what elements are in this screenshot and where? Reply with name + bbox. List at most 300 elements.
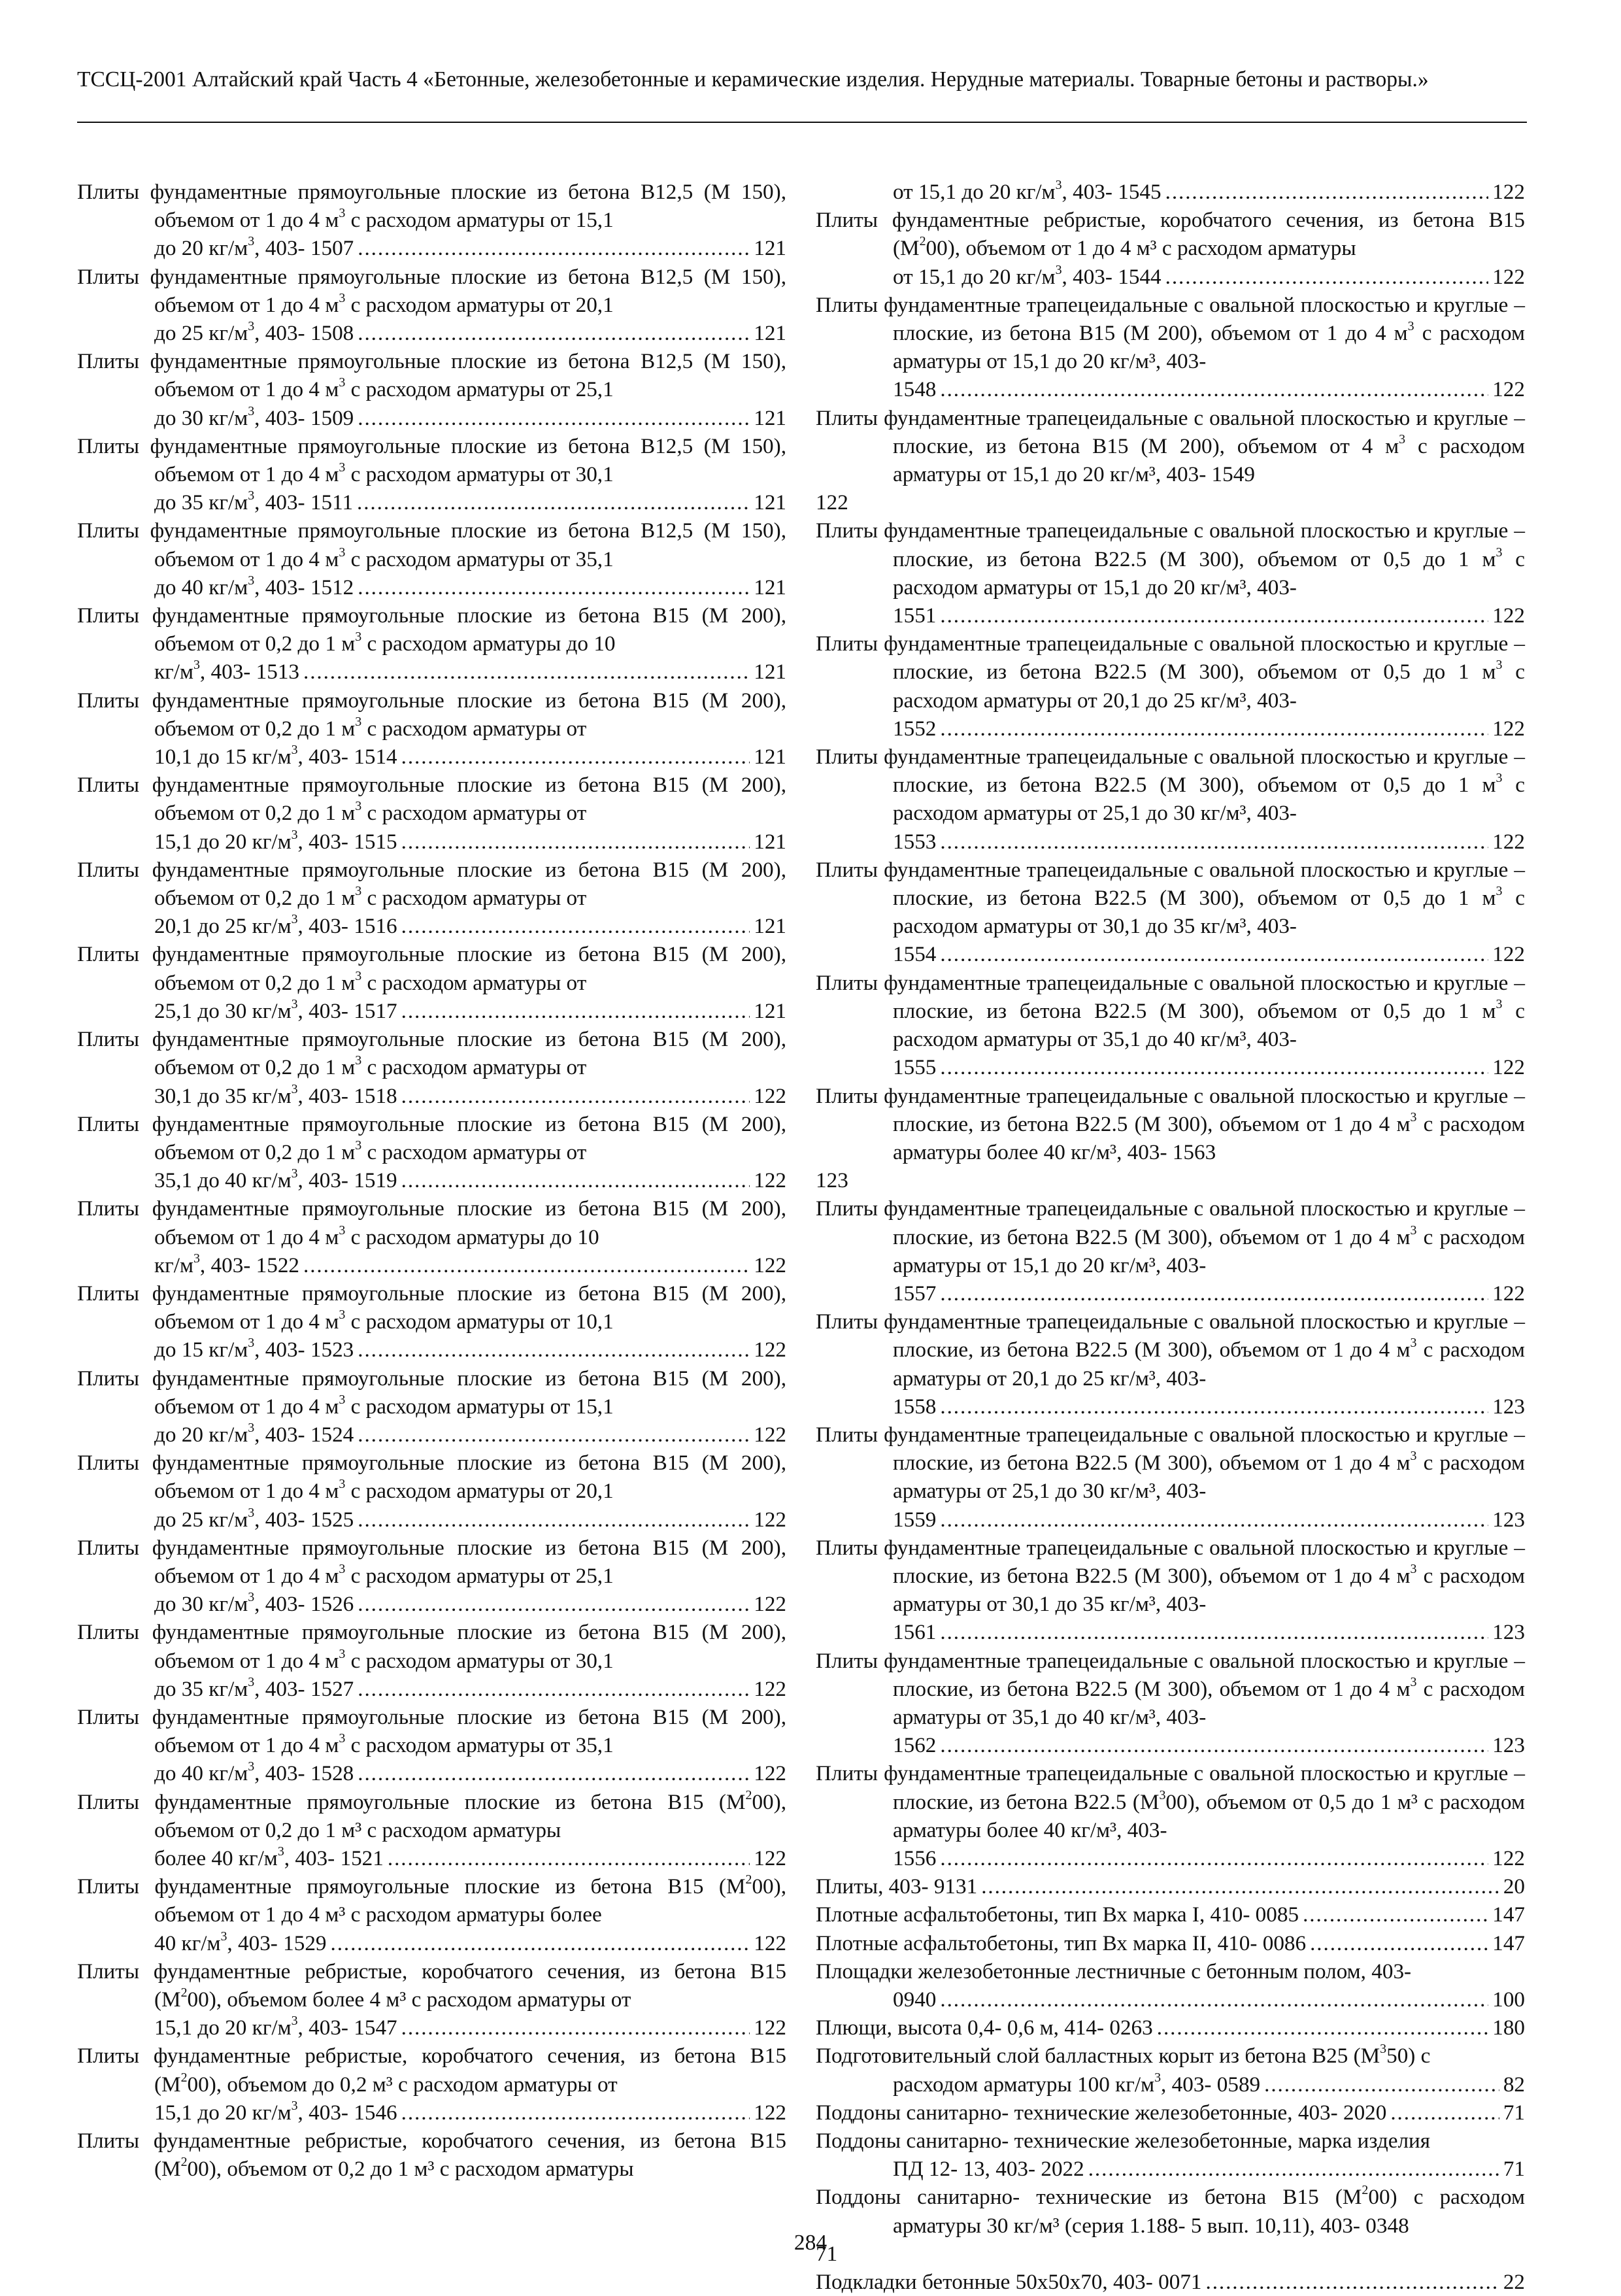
index-entry — [77, 1788, 786, 1873]
entry-last-line — [154, 1844, 786, 1872]
entry-page-ref: 180 — [1492, 2016, 1525, 2040]
entry-page-ref: 121 — [754, 660, 786, 684]
entry-lead-text: до 35 $кг/м^3$, 403- 1527 — [154, 1674, 354, 1701]
index-column-right — [816, 178, 1525, 2296]
superscript: 3 — [291, 1166, 298, 1181]
entry-page-ref: 122 — [1492, 829, 1525, 854]
superscript: 3 — [193, 658, 200, 673]
superscript: 3 — [248, 573, 255, 588]
entry-text: 00), объемом от 1 до 4 м³ с расходом арматуры — [926, 236, 1356, 261]
entry-lead-text: 15,1 до 20 $кг/м^3$, 403- 1547 — [154, 2014, 397, 2040]
entry-text: Плиты фундаментные трапецеидальные с овальной плоскостью и круглые – плоские, из бетона В22.5 (М 300), объемом от 1 до 4 м — [816, 1648, 1525, 1701]
superscript: 3 — [248, 1336, 255, 1351]
entry-text: Плиты фундаментные трапецеидальные с овальной плоскостью и круглые – плоские, из бетона В22.5 (М 300), объемом от 0,5 до 1 м — [816, 857, 1525, 911]
entry-lead-text: 10,1 до 15 $кг/м^3$, 403- 1514 — [154, 743, 397, 769]
superscript: 3 — [291, 1081, 298, 1096]
entry-text: с расходом арматуры от 15,1 до 20 кг/м³, 403- — [893, 321, 1525, 374]
entry-page-ref: 122 — [754, 1422, 786, 1447]
entry-last-line — [154, 658, 786, 686]
entry-lead-text: 1556 — [893, 1846, 937, 1870]
entry-page-ref: 20 — [1503, 1874, 1525, 1899]
entry-text: Плиты фундаментные ребристые, коробчатого сечения, из бетона В15 (М — [77, 2129, 786, 2182]
dot-leader — [358, 319, 750, 347]
dot-leader — [1264, 2070, 1499, 2099]
entry-lead-text: 1554 — [893, 942, 937, 967]
superscript: 3 — [1410, 1674, 1417, 1689]
entry-page-ref: 122 — [754, 2016, 786, 2040]
index-entry — [816, 1421, 1525, 1534]
entry-page-ref: 121 — [754, 829, 786, 854]
dot-leader — [358, 1421, 750, 1449]
index-entry — [816, 1194, 1525, 1308]
entry-page-ref: 122 — [1492, 942, 1525, 967]
dot-leader — [1165, 263, 1489, 291]
entry-page-ref: 121 — [754, 998, 786, 1023]
entry-page-ref: 122 — [1492, 377, 1525, 402]
entry-text: 00), объемом от 1 до 4 м³ с расходом арматуры более — [154, 1874, 786, 1927]
entry-page-ref: 122 — [1492, 1281, 1525, 1306]
dot-leader — [358, 1590, 750, 1618]
entry-last-line — [154, 404, 786, 432]
superscript: 2 — [745, 1787, 752, 1802]
superscript: 3 — [248, 319, 255, 334]
entry-last-line — [154, 488, 786, 516]
index-entry — [77, 1957, 786, 2042]
superscript: 2 — [180, 2070, 188, 2085]
entry-last-line — [893, 178, 1525, 206]
entry-text: с расходом арматуры от 20,1 — [345, 1479, 614, 1504]
entry-page-ref: 122 — [754, 2100, 786, 2125]
entry-page-ref: 122 — [754, 1168, 786, 1193]
entry-last-line — [893, 1053, 1525, 1081]
superscript: 3 — [248, 488, 255, 503]
entry-text: Подготовительный слой балластных корыт из бетона В25 (М — [816, 2044, 1380, 2068]
entry-last-line — [893, 715, 1525, 743]
entry-last-line — [816, 2268, 1525, 2296]
superscript: 3 — [291, 743, 298, 758]
superscript: 3 — [291, 2014, 298, 2029]
entry-lead-text: 1551 — [893, 603, 937, 628]
dot-leader — [357, 488, 750, 516]
index-entry — [816, 630, 1525, 743]
entry-page-ref: 71 — [1503, 2157, 1525, 2182]
entry-text: Плиты фундаментные трапецеидальные с овальной плоскостью и круглые – плоские, из бетона В22.5 (М 300), объемом от 1 до 4 м — [816, 1083, 1525, 1136]
entry-lead-text: 30,1 до 35 $кг/м^3$, 403- 1518 — [154, 1081, 397, 1108]
superscript: 3 — [355, 799, 362, 814]
dot-leader — [1165, 178, 1489, 206]
superscript: 3 — [1159, 1787, 1166, 1802]
entry-text: с расходом арматуры от 15,1 — [345, 208, 614, 233]
entry-text: с расходом арматуры от — [361, 716, 587, 741]
dot-leader — [358, 1675, 750, 1703]
entry-last-line — [154, 319, 786, 347]
entry-text: с расходом арматуры от 35,1 до 40 кг/м³, 403- — [893, 998, 1525, 1052]
superscript: 3 — [355, 884, 362, 899]
entry-text: Плиты фундаментные трапецеидальные с овальной плоскостью и круглые – плоские, из бетона В22.5 (М 300), объемом от 0,5 до 1 м — [816, 970, 1525, 1023]
entry-last-line — [816, 2099, 1525, 2127]
index-entry — [77, 178, 786, 263]
index-entry — [77, 940, 786, 1025]
superscript: 3 — [248, 1421, 255, 1435]
entry-page-ref: 122 — [754, 1253, 786, 1277]
dot-leader — [401, 2099, 750, 2127]
entry-page-ref: 22 — [1503, 2270, 1525, 2295]
entry-page-ref: 122 — [1492, 180, 1525, 204]
entry-page-ref: 122 — [754, 1338, 786, 1362]
entry-page-ref: 123 — [1492, 1394, 1525, 1419]
entry-text: Плиты фундаментные прямоугольные плоские из бетона В15 (М 200), объемом от 0,2 до 1 м — [77, 857, 786, 911]
entry-text: с расходом арматуры от 30,1 — [345, 462, 614, 487]
entry-page-ref: 122 — [1492, 716, 1525, 741]
dot-leader — [358, 1506, 750, 1534]
entry-lead-text: от 15,1 до 20 $кг/м^3$, 403- 1545 — [893, 178, 1161, 204]
entry-page-ref: 147 — [1492, 1902, 1525, 1927]
entry-text: с расходом арматуры от 10,1 — [345, 1309, 614, 1334]
entry-text: с расходом арматуры от 15,1 до 20 кг/м³, 403- 1549 — [893, 433, 1526, 487]
entry-lead-text: до 40 $кг/м^3$, 403- 1528 — [154, 1759, 354, 1786]
entry-text: с расходом арматуры от 20,1 до 25 кг/м³, 403- — [893, 1338, 1525, 1391]
superscript: 3 — [355, 968, 362, 983]
dot-leader — [401, 1166, 750, 1194]
entry-page-ref: 121 — [754, 490, 786, 515]
index-entry — [77, 1364, 786, 1449]
dot-leader — [358, 404, 750, 432]
entry-text: Плиты фундаментные прямоугольные плоские из бетона В15 (М 200), объемом от 1 до 4 м — [77, 1281, 786, 1334]
superscript: 3 — [1496, 771, 1503, 786]
entry-last-line — [154, 234, 786, 262]
index-entry — [77, 1279, 786, 1364]
dot-leader — [401, 2014, 750, 2042]
index-entry — [816, 1900, 1525, 1929]
superscript: 3 — [339, 1562, 346, 1577]
superscript: 3 — [339, 460, 346, 475]
superscript: 3 — [339, 290, 346, 305]
index-entry — [77, 771, 786, 856]
dot-leader — [940, 1053, 1488, 1081]
entry-text: Площадки железобетонные лестничные с бетонным полом, 403- — [816, 1959, 1412, 1984]
dot-leader — [358, 573, 750, 601]
index-entry — [816, 404, 1525, 517]
dot-leader — [940, 1506, 1488, 1534]
entry-last-line — [154, 912, 786, 940]
entry-text: Плиты фундаментные прямоугольные плоские из бетона В15 (М — [77, 1789, 746, 1814]
entry-text: Плиты фундаментные прямоугольные плоские из бетона В12,5 (М 150), объемом от 1 до 4 м — [77, 349, 786, 402]
dot-leader — [1088, 2155, 1499, 2183]
entry-text: с расходом арматуры от — [361, 1055, 587, 1080]
index-entry — [77, 432, 786, 517]
entry-lead-text: 1562 — [893, 1733, 937, 1758]
dot-leader — [940, 940, 1488, 968]
superscript: 2 — [919, 234, 926, 249]
dot-leader — [940, 828, 1488, 856]
entry-page-ref: 122 — [1492, 603, 1525, 628]
entry-page-ref: 121 — [754, 236, 786, 261]
entry-text: Плиты фундаментные ребристые, коробчатого сечения, из бетона В15 (М — [77, 2044, 786, 2097]
superscript: 3 — [339, 375, 346, 390]
entry-lead-text: 1558 — [893, 1394, 937, 1419]
entry-text: 50) с — [1386, 2044, 1431, 2068]
index-entry — [816, 206, 1525, 291]
entry-lead-text: 1557 — [893, 1281, 937, 1306]
entry-lead-text: 15,1 до 20 $кг/м^3$, 403- 1546 — [154, 2098, 397, 2125]
index-entry — [77, 2042, 786, 2127]
entry-text: с расходом арматуры от — [361, 801, 587, 826]
entry-last-line — [893, 2070, 1525, 2099]
entry-last-line — [154, 1929, 786, 1957]
index-entry — [77, 516, 786, 601]
dot-leader — [940, 1844, 1488, 1872]
entry-last-line — [893, 1844, 1525, 1872]
index-entry — [816, 291, 1525, 404]
superscript: 3 — [291, 2098, 298, 2113]
superscript: 3 — [1496, 545, 1503, 560]
index-entry — [816, 1308, 1525, 1421]
entry-text: с расходом арматуры до 10 — [361, 632, 616, 656]
index-entry — [77, 1618, 786, 1703]
entry-page-ref: 122 — [816, 490, 848, 515]
entry-lead-text: 0940 — [893, 1987, 937, 2012]
entry-text: с расходом арматуры от 35,1 — [345, 1733, 614, 1758]
entry-text: с расходом арматуры от 15,1 до 20 кг/м³, 403- — [893, 1224, 1525, 1277]
entry-last-line — [893, 1393, 1525, 1421]
index-entry — [77, 1449, 786, 1534]
entry-page-ref: 122 — [754, 1507, 786, 1532]
dot-leader — [940, 715, 1488, 743]
entry-text: Плиты фундаментные прямоугольные плоские из бетона В15 (М 200), объемом от 1 до 4 м — [77, 1451, 786, 1504]
superscript: 3 — [1055, 262, 1062, 277]
superscript: 3 — [1496, 996, 1503, 1011]
entry-last-line — [893, 1985, 1525, 2014]
entry-text: с расходом арматуры от 30,1 до 35 кг/м³, 403- — [893, 1563, 1525, 1617]
dot-leader — [331, 1929, 750, 1957]
dot-leader — [1206, 2268, 1499, 2296]
index-entry — [77, 263, 786, 348]
index-entry — [816, 1534, 1525, 1647]
dot-leader — [401, 1082, 750, 1110]
superscript: 3 — [1410, 1109, 1417, 1124]
superscript: 3 — [339, 1731, 346, 1746]
dot-leader — [1390, 2099, 1499, 2127]
entry-page-ref: 122 — [754, 1931, 786, 1955]
index-entry — [816, 1929, 1525, 1957]
superscript: 3 — [355, 1053, 362, 1068]
index-entry — [77, 601, 786, 686]
superscript: 3 — [1380, 2042, 1387, 2057]
entry-lead-text: до 20 $кг/м^3$, 403- 1507 — [154, 234, 354, 261]
index-entry — [816, 969, 1525, 1082]
entry-lead-text: до 25 $кг/м^3$, 403- 1508 — [154, 319, 354, 346]
superscript: 3 — [1055, 178, 1062, 193]
entry-text: с расходом арматуры от — [361, 970, 587, 995]
entry-text: Плиты фундаментные прямоугольные плоские из бетона В15 (М 200), объемом от 1 до 4 м — [77, 1704, 786, 1758]
entry-page-ref: 123 — [1492, 1733, 1525, 1758]
entry-text: Плиты фундаментные прямоугольные плоские из бетона В15 (М 200), объемом от 0,2 до 1 м — [77, 1027, 786, 1080]
index-entry — [77, 1703, 786, 1788]
entry-text: Плиты фундаментные трапецеидальные с овальной плоскостью и круглые – плоские, из бетона В22.5 (М 300), объемом от 1 до 4 м — [816, 1535, 1525, 1588]
index-entry — [77, 1534, 786, 1619]
superscript: 3 — [355, 714, 362, 729]
superscript: 3 — [248, 1759, 255, 1774]
entry-lead-text: Плотные асфальтобетоны, тип Вх марка II, 410- 0086 — [816, 1931, 1307, 1955]
entry-text: с расходом арматуры от 35,1 до 40 кг/м³, 403- — [893, 1676, 1525, 1729]
dot-leader — [1303, 1900, 1488, 1929]
entry-text: Плиты фундаментные трапецеидальные с овальной плоскостью и круглые – плоские, из бетона В22.5 (М 300), объемом от 1 до 4 м — [816, 1422, 1525, 1476]
entry-last-line — [154, 1759, 786, 1787]
entry-last-line — [893, 828, 1525, 856]
dot-leader — [940, 1731, 1488, 1759]
entry-lead-text: 1548 — [893, 377, 937, 402]
entry-page-ref: 100 — [1492, 1987, 1525, 2012]
dot-leader — [401, 912, 750, 940]
superscript: 3 — [1407, 319, 1414, 334]
entry-text: с расходом арматуры от 35,1 — [345, 547, 614, 571]
entry-page-ref: 123 — [816, 1168, 848, 1193]
entry-page-ref: 122 — [1492, 264, 1525, 289]
index-entry — [77, 1872, 786, 1957]
page-header: ТССЦ-2001 Алтайский край Часть 4 «Бетонные, железобетонные и керамические изделия. Нерудные материалы. Товарные бетоны и растворы.» — [77, 67, 1429, 92]
entry-text: с расходом арматуры от 15,1 до 20 кг/м³, 403- — [893, 547, 1525, 599]
index-entry — [77, 856, 786, 941]
entry-last-line — [816, 2014, 1525, 2042]
entry-lead-text: 1552 — [893, 716, 937, 741]
entry-page-ref: 121 — [754, 745, 786, 769]
entry-text: Плиты фундаментные трапецеидальные с овальной плоскостью и круглые – плоские, из бетона В22.5 (М 300), объемом от 0,5 до 1 м — [816, 518, 1525, 571]
superscript: 3 — [355, 1138, 362, 1153]
entry-last-line — [154, 1082, 786, 1110]
entry-lead-text: 1561 — [893, 1620, 937, 1645]
entry-page-ref: 122 — [754, 1761, 786, 1786]
entry-page-ref: 122 — [754, 1083, 786, 1108]
dot-leader — [940, 1618, 1488, 1646]
entry-last-line — [154, 828, 786, 856]
entry-text: Плиты фундаментные ребристые, коробчатого сечения, из бетона В15 (М — [77, 1959, 786, 2012]
index-entry — [816, 1082, 1525, 1195]
entry-lead-text: 35,1 до 40 $кг/м^3$, 403- 1519 — [154, 1166, 397, 1193]
entry-lead-text: 25,1 до 30 $кг/м^3$, 403- 1517 — [154, 996, 397, 1023]
entry-page-ref: 71 — [1503, 2100, 1525, 2125]
dot-leader — [358, 1336, 750, 1364]
dot-leader — [401, 997, 750, 1025]
superscript: 3 — [1154, 2070, 1161, 2085]
entry-text: Поддоны санитарно- технические из бетона В15 (М — [816, 2185, 1362, 2210]
entry-lead-text: Подкладки бетонные 50х50х70, 403- 0071 — [816, 2270, 1202, 2295]
entry-lead-text: $кг/м^3$, 403- 1522 — [154, 1251, 300, 1277]
entry-text: Плиты фундаментные трапецеидальные с овальной плоскостью и круглые – плоские, из бетона В22.5 (М 300), объемом от 1 до 4 м — [816, 1309, 1525, 1362]
superscript: 2 — [180, 2155, 188, 2170]
entry-text: Плиты фундаментные прямоугольные плоские из бетона В15 (М 200), объемом от 1 до 4 м — [77, 1366, 786, 1419]
index-entry — [77, 1025, 786, 1110]
entry-last-line — [816, 1929, 1525, 1957]
entry-text: Плиты фундаментные трапецеидальные с овальной плоскостью и круглые – плоские, из бетона В22.5 (М 300), объемом от 0,5 до 1 м — [816, 632, 1525, 684]
superscript: 3 — [291, 827, 298, 842]
entry-lead-text: Поддоны санитарно- технические железобетонные, 403- 2020 — [816, 2100, 1387, 2125]
superscript: 3 — [1496, 658, 1503, 673]
entry-lead-text: 40 $кг/м^3$, 403- 1529 — [154, 1929, 327, 1955]
superscript: 2 — [180, 1985, 188, 2001]
entry-text: с расходом арматуры до 10 — [345, 1224, 599, 1249]
entry-lead-text: 1555 — [893, 1055, 937, 1080]
entry-lead-text: более 40 $кг/м^3$, 403- 1521 — [154, 1844, 384, 1870]
entry-text: 00), объемом от 0,2 до 1 м³ с расходом арматуры — [154, 1789, 786, 1842]
superscript: 3 — [1410, 1223, 1417, 1238]
entry-lead-text: до 30 $кг/м^3$, 403- 1526 — [154, 1590, 354, 1617]
entry-lead-text: до 35 $кг/м^3$, 403- 1511 — [154, 488, 354, 515]
entry-last-line — [154, 1590, 786, 1618]
entry-text: Плиты фундаментные прямоугольные плоские из бетона В15 (М 200), объемом от 0,2 до 1 м — [77, 773, 786, 826]
dot-leader — [401, 828, 750, 856]
dot-leader — [388, 1844, 750, 1872]
entry-lead-text: Плотные асфальтобетоны, тип Вх марка I, 410- 0085 — [816, 1902, 1299, 1927]
entry-last-line — [893, 1618, 1525, 1646]
entry-last-line — [893, 375, 1525, 403]
entry-text: с расходом арматуры от — [361, 1140, 587, 1164]
entry-last-line — [816, 1872, 1525, 1900]
entry-last-line — [154, 743, 786, 771]
entry-page-ref: 121 — [754, 914, 786, 939]
entry-text: 00), объемом от 0,5 до 1 м³ с расходом арматуры более 40 кг/м³, 403- — [893, 1789, 1526, 1842]
dot-leader — [303, 1251, 750, 1279]
entry-last-line — [893, 1279, 1525, 1308]
entry-lead-text: до 15 $кг/м^3$, 403- 1523 — [154, 1336, 354, 1362]
superscript: 3 — [1410, 1562, 1417, 1577]
index-entry — [77, 2127, 786, 2183]
entry-lead-text: 1559 — [893, 1507, 937, 1532]
entry-page-ref: 71 — [816, 2241, 838, 2266]
superscript: 3 — [248, 1590, 255, 1605]
entry-lead-text: Плиты, 403- 9131 — [816, 1874, 978, 1899]
entry-last-line — [154, 1506, 786, 1534]
superscript: 3 — [1496, 884, 1503, 899]
entry-last-line — [893, 2155, 1525, 2183]
entry-page-ref: 122 — [754, 1592, 786, 1617]
dot-leader — [303, 658, 750, 686]
index-column-left — [77, 178, 786, 2183]
superscript: 3 — [1399, 431, 1406, 447]
entry-lead-text: 20,1 до 25 $кг/м^3$, 403- 1516 — [154, 912, 397, 939]
entry-last-line — [893, 263, 1525, 291]
entry-page-ref: 147 — [1492, 1931, 1525, 1955]
header-divider — [77, 122, 1527, 123]
entry-page-ref: 122 — [754, 1846, 786, 1870]
superscript: 3 — [220, 1929, 227, 1944]
superscript: 3 — [1410, 1336, 1417, 1351]
entry-text: с расходом арматуры от 25,1 — [345, 1563, 614, 1588]
index-entry — [816, 856, 1525, 969]
dot-leader — [1310, 1929, 1488, 1957]
entry-last-line — [154, 573, 786, 601]
entry-page-ref: 121 — [754, 405, 786, 430]
superscript: 2 — [1362, 2183, 1369, 2198]
entry-text: с расходом арматуры более 40 кг/м³, 403- 1563 — [893, 1111, 1525, 1164]
entry-text: Плиты фундаментные прямоугольные плоские из бетона В15 (М 200), объемом от 1 до 4 м — [77, 1620, 786, 1673]
entry-last-line — [893, 1506, 1525, 1534]
superscript: 3 — [355, 630, 362, 645]
entry-text: Плиты фундаментные прямоугольные плоские из бетона В15 (М 200), объемом от 0,2 до 1 м — [77, 942, 786, 995]
entry-page-ref: 82 — [1503, 2072, 1525, 2097]
index-entry — [77, 686, 786, 771]
entry-last-line — [154, 1336, 786, 1364]
entry-text: Плиты фундаментные прямоугольные плоские из бетона В12,5 (М 150), объемом от 1 до 4 м — [77, 264, 786, 317]
superscript: 2 — [745, 1872, 752, 1887]
entry-text: с расходом арматуры от 20,1 — [345, 292, 614, 317]
entry-last-line — [154, 1675, 786, 1703]
index-entry — [77, 1110, 786, 1195]
entry-text: с расходом арматуры от 25,1 до 30 кг/м³, 403- — [893, 773, 1525, 826]
entry-lead-text: 15,1 до 20 $кг/м^3$, 403- 1515 — [154, 827, 397, 854]
entry-text: 00) с расходом арматуры 30 кг/м³ (серия 1.188- 5 вып. 10,11), 403- 0348 — [893, 2185, 1525, 2238]
entry-lead-text: до 20 $кг/м^3$, 403- 1524 — [154, 1421, 354, 1447]
entry-lead-text: 1553 — [893, 829, 937, 854]
